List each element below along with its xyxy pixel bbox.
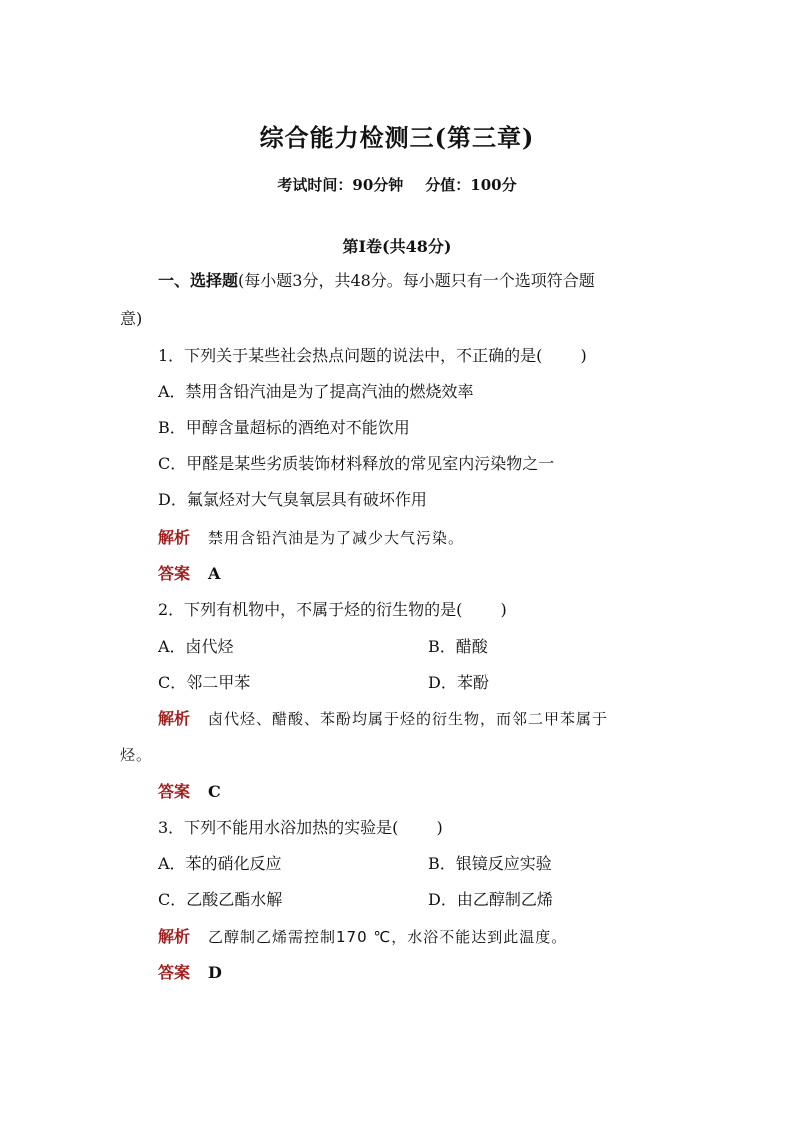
question-option: D．由乙醇制乙烯 (428, 890, 553, 909)
question-stem (158, 345, 587, 367)
exam-info (0, 174, 794, 195)
analysis-line (158, 926, 567, 948)
document-title: 综合能力检测三(第三章) (259, 123, 535, 152)
answer-line (158, 781, 221, 803)
analysis-label: 解析 (158, 528, 191, 547)
answer-value: A (208, 564, 221, 583)
exam-score: 分值：100分 (425, 176, 517, 194)
question-option: C．乙酸乙酯水解 (158, 890, 283, 909)
question-2-stem: 2．下列有机物中，不属于烃的衍生物的是( (158, 600, 463, 619)
analysis-line (158, 527, 464, 549)
question-option: A．苯的硝化反应 (158, 854, 282, 873)
analysis-text: 乙醇制乙烯需控制170 ℃，水浴不能达到此温度。 (208, 928, 568, 946)
answer-value: C (208, 782, 221, 801)
part-heading: 第Ⅰ卷(共48分) (342, 237, 452, 256)
question-option: A．卤代烃 (158, 637, 234, 656)
question-option: C．邻二甲苯 (158, 673, 251, 692)
answer-label: 答案 (158, 564, 191, 583)
question-option: A．禁用含铅汽油是为了提高汽油的燃烧效率 (158, 382, 474, 401)
question-3-stem: 3．下列不能用水浴加热的实验是( (158, 818, 399, 837)
question-option: D．氟氯烃对大气臭氧层具有破坏作用 (158, 490, 427, 509)
analysis-text: 卤代烃、醋酸、苯酚均属于烃的衍生物，而邻二甲苯属于 (208, 710, 609, 728)
question-option: B．银镜反应实验 (428, 854, 552, 873)
question-3-close: ) (436, 818, 443, 837)
question-option: C．甲醛是某些劣质装饰材料释放的常见室内污染物之一 (158, 454, 555, 473)
section-rest: (每小题3分，共48分。每小题只有一个选项符合题 (238, 271, 595, 290)
exam-time: 考试时间：90分钟 (277, 176, 404, 194)
question-stem (158, 817, 443, 839)
answer-label: 答案 (158, 782, 191, 801)
question-stem (158, 599, 507, 621)
question-option: B．甲醇含量超标的酒绝对不能饮用 (158, 418, 410, 437)
analysis-text: 禁用含铅汽油是为了减少大气污染。 (208, 529, 465, 547)
question-option: D．苯酚 (428, 673, 489, 692)
answer-line (158, 962, 222, 984)
question-1-close: ) (580, 346, 587, 365)
section-instructions-cont: 意) (120, 309, 143, 328)
analysis-line (158, 708, 608, 730)
question-option: B．醋酸 (428, 637, 488, 656)
answer-value: D (208, 963, 222, 982)
section-lead: 一、选择题 (158, 271, 239, 290)
question-1-stem: 1．下列关于某些社会热点问题的说法中，不正确的是( (158, 346, 543, 365)
answer-line (158, 563, 220, 585)
analysis-label: 解析 (158, 927, 191, 946)
question-2-close: ) (500, 600, 507, 619)
answer-label: 答案 (158, 963, 191, 982)
analysis-label: 解析 (158, 709, 191, 728)
section-instructions (158, 270, 595, 292)
analysis-text-cont: 烃。 (120, 746, 153, 764)
analysis-line-cont (120, 744, 152, 766)
